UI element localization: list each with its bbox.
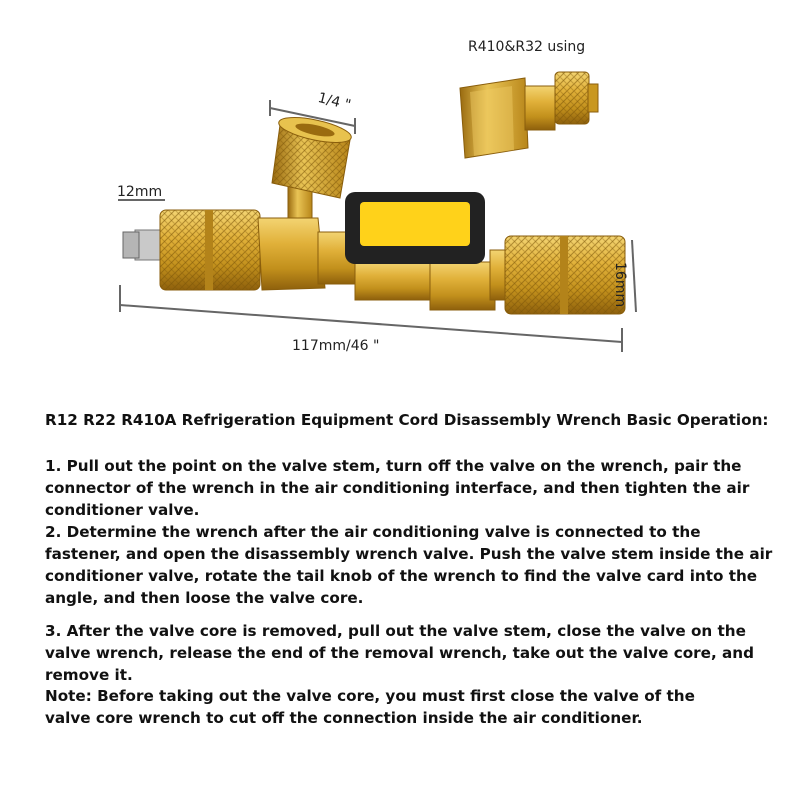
instruction-step-3: 3. After the valve core is removed, pull out the valve stem, close the valve on the valve wrench, release the end of the removal wrench, take out the valve core, and remove it. [45, 622, 754, 684]
adapter-label: R410&R32 using [468, 39, 586, 55]
r410-adapter [460, 72, 598, 158]
stem-size-label: 12mm [117, 184, 163, 200]
instruction-step-2: 2. Determine the wrench after the air conditioning valve is connected to the fastener, and open the disassembly wrench valve. Push the valve stem inside the air conditioner valve, rotate the tail knob of the wrench to find the valve card into the angle, and then loose the valve core. [45, 523, 773, 607]
knob-size-label: 16mm [612, 262, 628, 308]
safety-note: Note: Before taking out the valve core, you must first close the valve of the valve core wrench to cut off the connection inside the air conditioner. [45, 687, 695, 727]
side-port [272, 113, 353, 225]
instructions-title: R12 R22 R410A Refrigeration Equipment Cord Disassembly Wrench Basic Operation: [45, 411, 769, 429]
port-size-label: 1/4 " [316, 90, 353, 114]
valve-handle [345, 192, 485, 264]
instruction-step-1: 1. Pull out the point on the valve stem, turn off the valve on the wrench, pair the connector of the wrench in the air conditioning interface, and then tighten the air conditioner valve. [45, 457, 750, 519]
overall-length-label: 117mm/46 " [292, 338, 380, 354]
